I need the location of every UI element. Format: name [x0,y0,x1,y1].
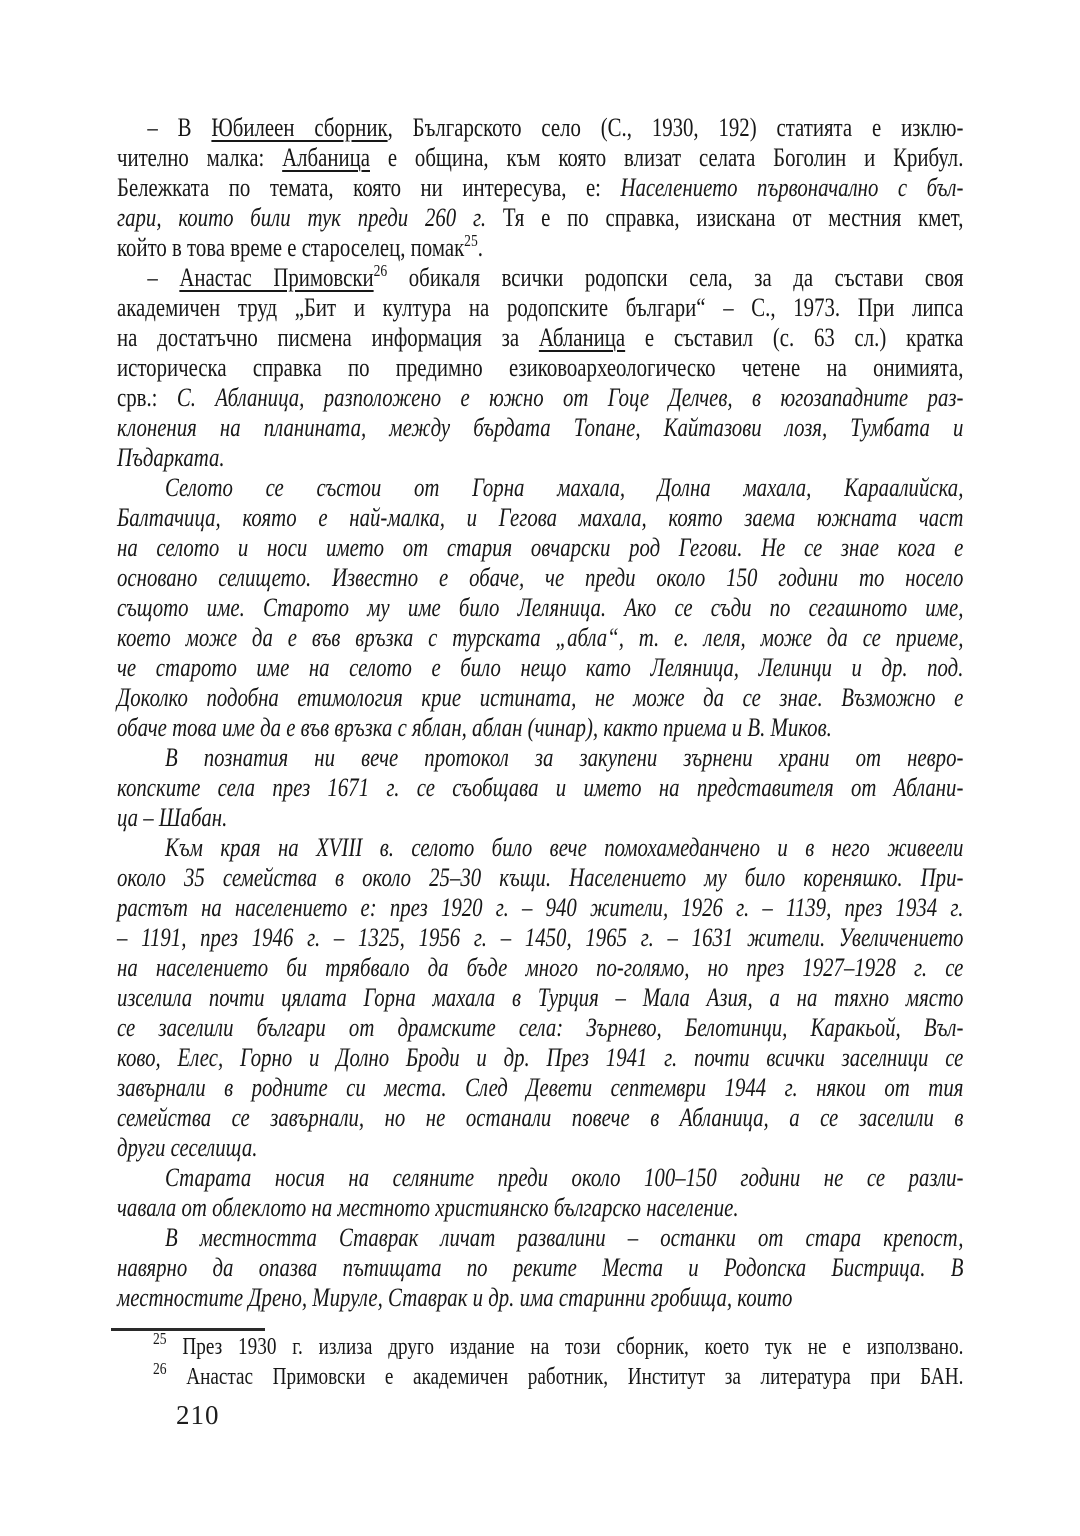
underlined-term: Албаница [282,143,370,172]
text-line [117,623,963,653]
text-segment: на населението би трябвало да бъде много по-голямо, но през 1927–1928 г. се [117,953,964,982]
text-line [117,1253,963,1283]
text-line [117,233,963,263]
underlined-term: Анастас Примовски [179,263,374,292]
underlined-term: Юбилеен сборник [211,113,388,142]
text-line [117,413,963,443]
text-line [117,803,963,833]
text-segment: местностите Дрено, Мируле, Ставрак и др. има старинни гробища, които [117,1283,793,1312]
text-line [117,713,963,743]
text-segment: което може да е във връзка с турската „абла“, т. е. леля, може да се приеме, [117,623,964,652]
text-segment: който в това време е староселец, помак [117,233,465,262]
text-segment: на достатъчно писмена информация за [117,323,539,352]
text-line [117,263,963,293]
text-segment: Селото се състои от Горна махала, Долна махала, Караалийска, [165,473,964,502]
text-line [117,653,963,683]
text-segment: се заселили българи от драмските села: Зърнево, Белотинци, Каракьой, Въл- [117,1013,964,1042]
text-line [117,863,963,893]
footnote-25 [117,1329,964,1363]
text-line [117,323,963,353]
text-segment: същото име. Старото му име било Леляница. Ако се съди по сегашното име, [117,593,964,622]
text-line [117,833,963,863]
footnote-26 [117,1358,964,1393]
paragraph-7 [117,1223,963,1313]
text-line [117,1103,963,1133]
text-line [117,443,963,473]
text-segment: – 1191, през 1946 г. – 1325, 1956 г. – 1450, 1965 г. – 1631 жители. Увеличението [117,923,964,952]
text-segment: завърнали в родните си места. След Девети септември 1944 г. някои от тия [117,1073,964,1102]
text-line [117,1073,963,1103]
text-segment: основано селището. Известно е обаче, че преди около 150 години то носело [117,563,964,592]
footnote-reference: 25 [464,231,478,250]
paragraph-4 [117,743,963,833]
text-segment: ково, Елес, Горно и Долно Броди и др. През 1941 г. почти всички заселници се [117,1043,964,1072]
text-segment: В местността Ставрак личат развалини – останки от стара крепост, [165,1223,964,1252]
text-line [117,353,963,383]
text-segment: Пъдарката. [117,443,225,472]
footnotes [117,1329,964,1392]
text-segment: навярно да опазва пътищата по реките Места и Родопска Бистрица. В [117,1253,964,1282]
paragraph-1 [117,113,963,263]
text-segment: – В [147,113,212,142]
text-line [117,893,963,923]
text-segment: е съставил (с. 63 сл.) кратка [625,323,964,352]
paragraph-2 [117,263,963,473]
text-segment: С. Абланица, разположено е южно от Гоце Делчев, в югозападните раз- [176,383,964,412]
text-segment: изселила почти цялата Горна махала в Турция – Мала Азия, а на тяхно място [117,983,964,1012]
text-line [117,1223,963,1253]
text-segment: Старата носия на селяните преди около 100–150 години не се разли- [165,1163,964,1192]
text-line [117,773,963,803]
footnote-marker: 25 [153,1329,167,1348]
text-segment: Бележката по темата, която ни интересува, е: [117,173,621,202]
text-segment: срв.: [117,383,177,412]
text-line [117,1013,963,1043]
text-line [117,953,963,983]
footnote-reference: 26 [373,261,388,280]
text-line [117,473,963,503]
text-line [117,1193,963,1223]
text-segment: Балтачица, която е най-малка, и Гегова махала, която заема южната част [117,503,964,532]
text-segment: академичен труд „Бит и култура на родопските българи“ – С., 1973. При липса [117,293,964,322]
paragraph-6 [117,1163,963,1223]
text-line [117,1163,963,1193]
text-line [117,533,963,563]
text-segment: е община, към която влизат селата Боголин и Крибул. [370,143,964,172]
underlined-term: Абланица [538,323,626,352]
text-segment: В познатия ни вече протокол за закупени зърнени храни от невро- [165,743,964,772]
text-segment: на селото и носи името от стария овчарски род Гегови. Не се знае кога е [117,533,964,562]
text-segment: – [147,263,180,292]
text-segment: семейства се завърнали, но не останали повече в Абланица, а се заселили в [117,1103,964,1132]
page-number: 210 [176,1400,220,1430]
text-line [117,503,963,533]
text-segment: чавала от облеклото на местното християнско българско население. [117,1193,739,1222]
text-line [117,1133,963,1163]
text-line [117,593,963,623]
text-line [117,1043,963,1073]
footnote-separator-rule [111,1328,265,1331]
text-segment: растът на населението е: през 1920 г. – 940 жители, 1926 г. – 1139, през 1934 г. [117,893,964,922]
text-line [117,203,963,233]
text-segment: Населението първоначално с бъл- [620,173,964,202]
text-segment: , Българското село (С., 1930, 192) статията е изклю- [387,113,964,142]
text-line [117,1283,963,1313]
text-segment: Доколко подобна етимология крие истината, не може да се знае. Възможно е [117,683,964,712]
text-line [117,923,963,953]
paragraph-5 [117,833,963,1163]
text-segment: чително малка: [117,143,283,172]
text-segment: Към края на XVIII в. селото било вече помохамеданчено и в него живеели [165,833,964,862]
text-line [117,143,963,173]
text-segment: обаче това име да е във връзка с яблан, аблан (чинар), както приема и В. Миков. [117,713,832,742]
footnote-text: През 1930 г. излиза друго издание на този сборник, което тук не е използвано. [166,1334,964,1360]
text-line [117,563,963,593]
text-line [117,113,963,143]
text-line [117,383,963,413]
text-segment: копските села през 1671 г. се съобщава и името на представителя от Аблани- [117,773,964,802]
footnote-marker: 26 [153,1358,167,1378]
text-segment: около 35 семейства в около 25–30 къщи. Населението му било кореняшко. При- [117,863,964,892]
text-segment: клонения на планината, между бърдата Топане, Кайтазови лозя, Тумбата и [117,413,964,442]
text-block [117,113,963,1313]
text-line [117,173,963,203]
text-line [117,683,963,713]
text-segment: . [477,233,483,262]
text-segment: гари, които били тук преди 260 г. [117,203,487,232]
text-line [117,743,963,773]
text-segment: Тя е по справка, изискана от местния кмет, [486,203,964,232]
text-segment: обикаля всички родопски села, за да състави своя [387,263,964,292]
text-line [117,983,963,1013]
text-segment: че старото име на селото е било нещо като Леляница, Лелинци и др. под. [117,653,964,682]
text-segment: ца – Шабан. [117,803,228,832]
text-segment: други сеселища. [117,1133,258,1162]
paragraph-3 [117,473,963,743]
text-segment: историческа справка по предимно езиковоархеологическо четене на онимията, [117,353,964,382]
text-line [117,293,963,323]
footnote-text: Анастас Примовски е академичен работник, Институт за литература при БАН. [166,1363,964,1390]
